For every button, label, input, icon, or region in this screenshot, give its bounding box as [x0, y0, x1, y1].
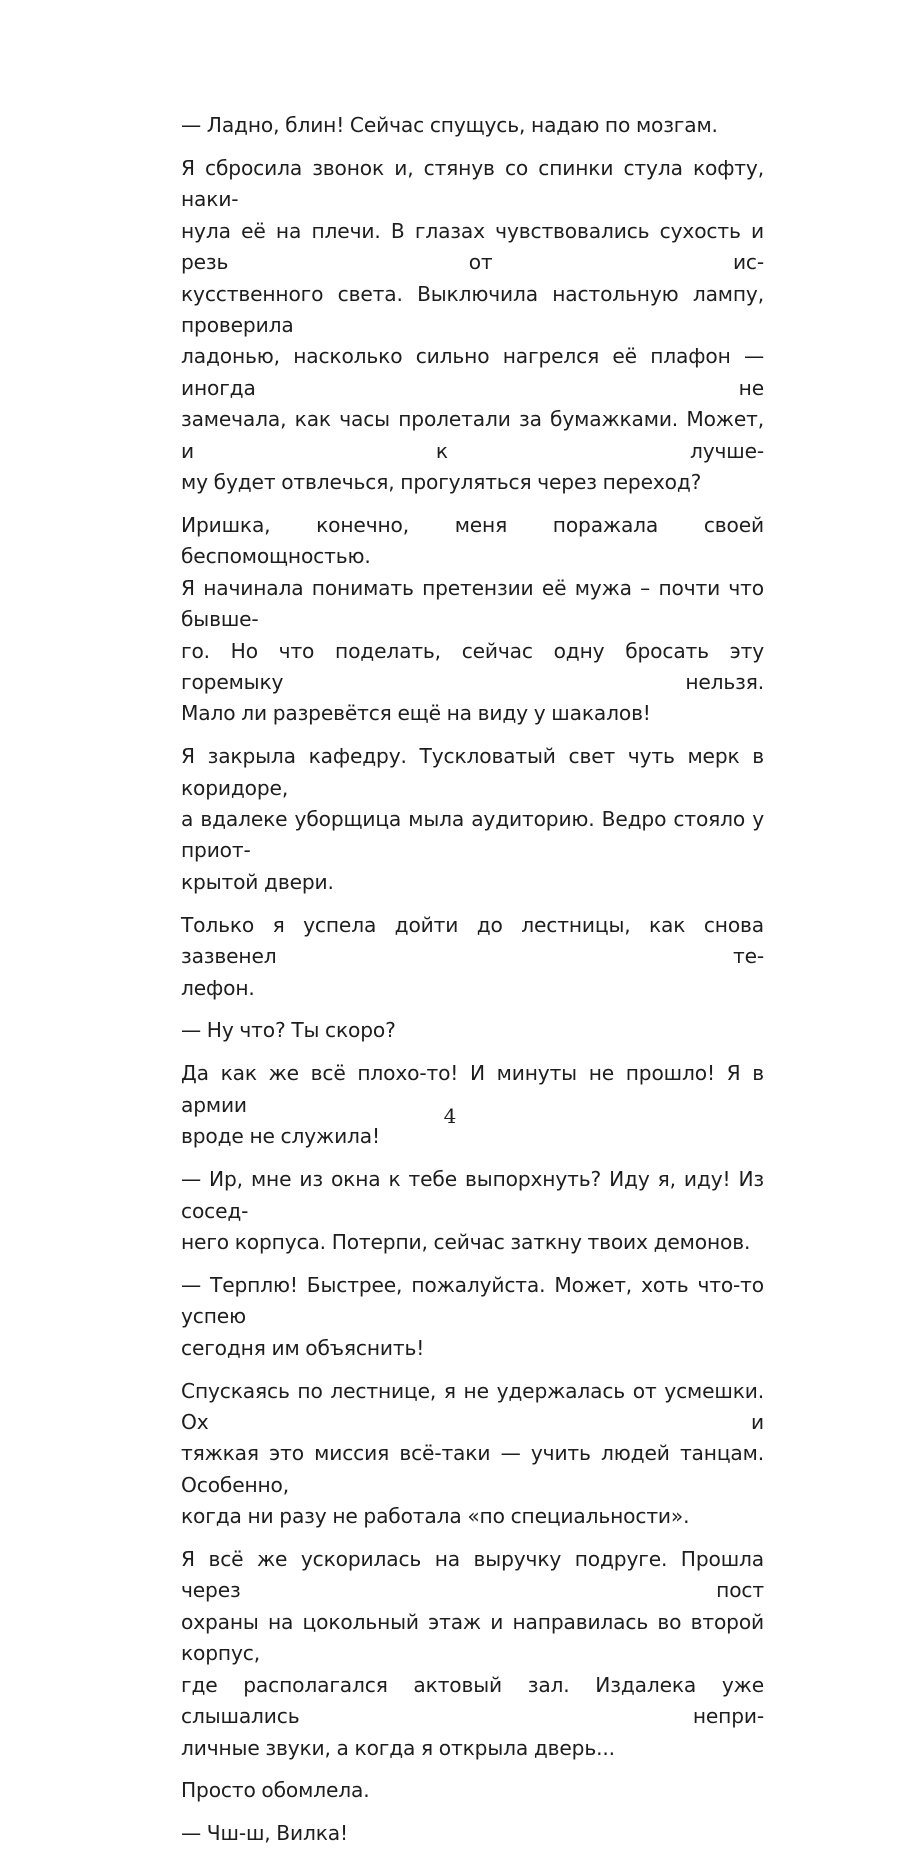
- text-line: Только я успела дойти до лестницы, как снова зазвенел те-: [181, 912, 764, 969]
- text-line: а вдалеке уборщица мыла аудиторию. Ведро стояло у приот-: [181, 807, 764, 863]
- paragraph: [181, 1818, 764, 1849]
- text-line: когда ни разу не работала «по специальности».: [181, 1504, 690, 1529]
- text-line: тяжкая это миссия всё-таки — учить людей танцам. Особенно,: [181, 1441, 764, 1497]
- text-line: — Ну что? Ты скоро?: [181, 1018, 396, 1043]
- text-line: — Чш-ш, Вилка!: [181, 1821, 348, 1846]
- text-line: — Ир, мне из окна к тебе выпорхнуть? Иду я, иду! Из сосед-: [181, 1167, 764, 1223]
- paragraph: [181, 1376, 764, 1533]
- paragraph: [181, 1164, 764, 1258]
- paragraph: [181, 1270, 764, 1364]
- text-line: замечала, как часы пролетали за бумажками. Может, и к лучше-: [181, 407, 764, 463]
- text-line: крытой двери.: [181, 869, 334, 894]
- text-line: Я начинала понимать претензии её мужа – почти что бывше-: [181, 575, 764, 632]
- text-line: Спускаясь по лестнице, я не удержалась от усмешки. Ох и: [181, 1378, 764, 1434]
- text-line: Да как же всё плохо-то! И минуты не прошло! Я в армии: [181, 1061, 764, 1117]
- text-line: му будет отвлечься, прогуляться через переход?: [181, 469, 702, 494]
- text-line: — Ладно, блин! Сейчас спущусь, надаю по мозгам.: [181, 113, 718, 137]
- paragraph: [181, 153, 764, 498]
- text-line: охраны на цокольный этаж и направилась во второй корпус,: [181, 1609, 764, 1666]
- text-line: — Терплю! Быстрее, пожалуйста. Может, хоть что-то успею: [181, 1272, 764, 1329]
- text-line: Мало ли разревётся ещё на виду у шакалов!: [181, 701, 651, 726]
- text-line: го. Но что поделать, сейчас одну бросать эту горемыку нельзя.: [181, 638, 764, 694]
- text-line: кусственного света. Выключила настольную лампу, проверила: [181, 281, 764, 337]
- text-line: сегодня им объяснить!: [181, 1335, 425, 1360]
- paragraph: [181, 1775, 764, 1806]
- paragraph: [181, 110, 764, 141]
- paragraph: [181, 510, 764, 730]
- paragraph: [181, 910, 764, 1004]
- text-line: Я закрыла кафедру. Тускловатый свет чуть мерк в коридоре,: [181, 744, 764, 800]
- text-line: Я сбросила звонок и, стянув со спинки стула кофту, наки-: [181, 155, 764, 212]
- text-line: лефон.: [181, 975, 255, 1000]
- text-line: Я всё же ускорилась на выручку подруге. Прошла через пост: [181, 1547, 764, 1603]
- page-body: [181, 110, 764, 1850]
- text-line: нула её на плечи. В глазах чувствовались сухость и резь от ис-: [181, 218, 764, 275]
- paragraph: [181, 741, 764, 898]
- text-line: личные звуки, а когда я открыла дверь...: [181, 1735, 615, 1760]
- paragraph: [181, 1015, 764, 1046]
- text-line: него корпуса. Потерпи, сейчас заткну твоих демонов.: [181, 1229, 751, 1254]
- text-line: Иришка, конечно, меня поражала своей беспомощностью.: [181, 512, 764, 569]
- text-line: Просто обомлела.: [181, 1778, 370, 1803]
- text-line: вроде не служила!: [181, 1124, 380, 1149]
- text-line: ладонью, насколько сильно нагрелся её плафон — иногда не: [181, 344, 764, 400]
- text-line: где располагался актовый зал. Издалека уже слышались непри-: [181, 1672, 764, 1729]
- paragraph: [181, 1544, 764, 1764]
- page-number: 4: [443, 1104, 457, 1128]
